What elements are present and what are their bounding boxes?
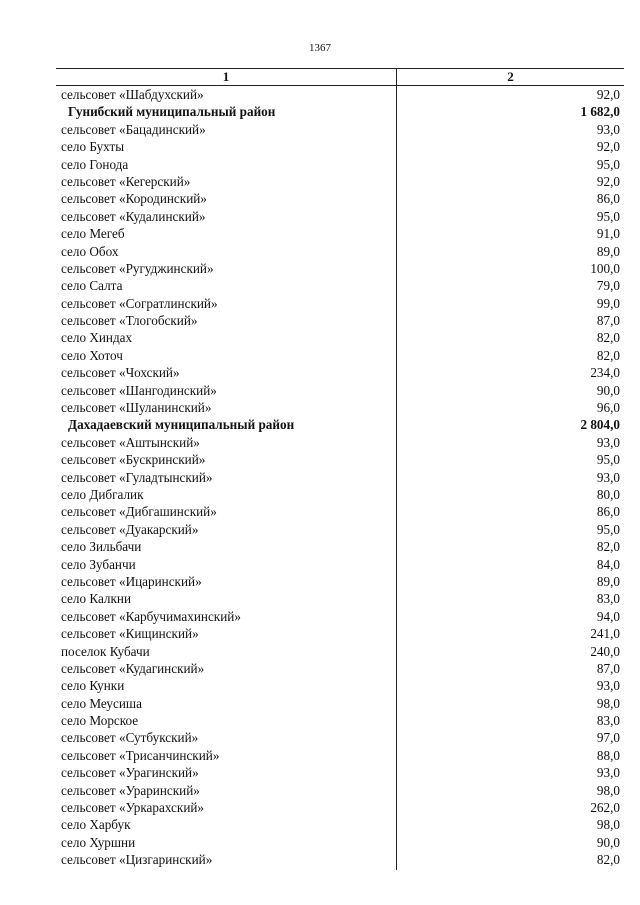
settlement-value: 88,0 — [596, 747, 620, 763]
settlement-name: сельсовет «Урагинский» — [61, 765, 199, 781]
settlement-name: сельсовет «Уркарахский» — [61, 800, 205, 816]
settlement-value: 98,0 — [596, 817, 620, 833]
settlement-name: село Салта — [61, 278, 123, 294]
settlement-name: сельсовет «Согратлинский» — [61, 295, 218, 311]
settlement-name: сельсовет «Гуладтынский» — [61, 469, 213, 485]
settlement-value: 90,0 — [596, 834, 620, 850]
table-row — [56, 173, 624, 190]
settlement-name: сельсовет «Ицаринский» — [61, 573, 202, 589]
table-row — [56, 277, 624, 294]
table-row — [56, 86, 624, 103]
settlement-name: сельсовет «Аштынский» — [61, 434, 200, 450]
settlement-value: 83,0 — [596, 713, 620, 729]
settlement-name: сельсовет «Бацадинский» — [61, 121, 206, 137]
settlement-value: 86,0 — [596, 191, 620, 207]
settlement-name: сельсовет «Кудагинский» — [61, 660, 205, 676]
column-header-2: 2 — [507, 69, 514, 84]
table-row — [56, 503, 624, 520]
settlement-value: 2 804,0 — [580, 417, 620, 433]
settlement-name: сельсовет «Шуланинский» — [61, 400, 212, 416]
table-row — [56, 347, 624, 364]
table-row — [56, 747, 624, 764]
table-body — [56, 86, 624, 869]
settlement-value: 82,0 — [596, 852, 620, 868]
column-divider — [396, 86, 397, 870]
column-header-1: 1 — [56, 69, 397, 85]
table-row — [56, 834, 624, 851]
settlement-value: 99,0 — [596, 295, 620, 311]
table-row — [56, 121, 624, 138]
settlement-name: Дахадаевский муниципальный район — [68, 417, 295, 433]
settlement-name: село Мегеб — [61, 226, 125, 242]
table-row — [56, 764, 624, 781]
table-row — [56, 295, 624, 312]
settlement-value: 96,0 — [596, 400, 620, 416]
settlement-value: 97,0 — [596, 730, 620, 746]
table-row — [56, 521, 624, 538]
table-row — [56, 625, 624, 642]
settlement-value: 87,0 — [596, 313, 620, 329]
settlement-value: 98,0 — [596, 782, 620, 798]
table-row — [56, 138, 624, 155]
table-row — [56, 538, 624, 555]
table-row — [56, 556, 624, 573]
settlement-value: 262,0 — [590, 800, 620, 816]
settlement-value: 93,0 — [596, 765, 620, 781]
table-row — [56, 643, 624, 660]
settlement-name: сельсовет «Кищинский» — [61, 626, 199, 642]
settlement-value: 92,0 — [596, 139, 620, 155]
table-row — [56, 469, 624, 486]
settlement-name: село Хиндах — [61, 330, 133, 346]
settlement-name: сельсовет «Шангодинский» — [61, 382, 217, 398]
settlement-value: 98,0 — [596, 695, 620, 711]
settlement-value: 82,0 — [596, 330, 620, 346]
settlement-name: сельсовет «Дуакарский» — [61, 521, 199, 537]
table-row — [56, 312, 624, 329]
table-row — [56, 695, 624, 712]
settlement-value: 79,0 — [596, 278, 620, 294]
settlement-name: сельсовет «Сутбукский» — [61, 730, 199, 746]
table-row — [56, 243, 624, 260]
settlement-value: 83,0 — [596, 591, 620, 607]
settlement-name: село Дибгалик — [61, 486, 144, 502]
settlement-name: село Хоточ — [61, 347, 123, 363]
settlement-value: 82,0 — [596, 539, 620, 555]
settlement-value: 86,0 — [596, 504, 620, 520]
settlement-value: 89,0 — [596, 243, 620, 259]
table-row — [56, 729, 624, 746]
settlement-value: 80,0 — [596, 486, 620, 502]
settlement-name: село Обох — [61, 243, 119, 259]
settlement-name: Гунибский муниципальный район — [68, 104, 276, 120]
settlement-name: село Бухты — [61, 139, 125, 155]
settlement-value: 93,0 — [596, 434, 620, 450]
settlement-value: 84,0 — [596, 556, 620, 572]
settlement-name: сельсовет «Чохский» — [61, 365, 180, 381]
settlement-name: сельсовет «Кудалинский» — [61, 208, 206, 224]
settlement-value: 92,0 — [596, 173, 620, 189]
settlement-name: сельсовет «Цизгаринский» — [61, 852, 213, 868]
settlement-value: 93,0 — [596, 121, 620, 137]
settlement-value: 82,0 — [596, 347, 620, 363]
settlement-name: сельсовет «Кегерский» — [61, 173, 191, 189]
district-total-row — [56, 103, 624, 120]
settlement-name: сельсовет «Карбучимахинский» — [61, 608, 241, 624]
table-row — [56, 434, 624, 451]
settlement-name: село Зильбачи — [61, 539, 142, 555]
table-row — [56, 399, 624, 416]
table-row — [56, 260, 624, 277]
table-row — [56, 225, 624, 242]
settlement-value: 95,0 — [596, 452, 620, 468]
settlement-value: 240,0 — [590, 643, 620, 659]
table-row — [56, 660, 624, 677]
table-row — [56, 208, 624, 225]
settlement-name: сельсовет «Тлогобский» — [61, 313, 198, 329]
settlement-name: село Меусиша — [61, 695, 142, 711]
settlement-name: сельсовет «Кородинский» — [61, 191, 207, 207]
settlement-name: сельсовет «Ругуджинский» — [61, 260, 214, 276]
settlement-value: 241,0 — [590, 626, 620, 642]
settlement-value: 234,0 — [590, 365, 620, 381]
settlement-name: село Зубанчи — [61, 556, 136, 572]
table-row — [56, 799, 624, 816]
settlement-value: 91,0 — [596, 226, 620, 242]
settlement-name: поселок Кубачи — [61, 643, 150, 659]
table-row — [56, 851, 624, 868]
table-row — [56, 782, 624, 799]
settlement-name: село Харбук — [61, 817, 131, 833]
table-row — [56, 816, 624, 833]
settlement-name: сельсовет «Дибгашинский» — [61, 504, 217, 520]
settlement-value: 95,0 — [596, 521, 620, 537]
settlement-value: 1 682,0 — [580, 104, 620, 120]
table-row — [56, 677, 624, 694]
settlement-value: 93,0 — [596, 469, 620, 485]
settlement-name: село Гонода — [61, 156, 129, 172]
settlement-name: село Кунки — [61, 678, 125, 694]
table-row — [56, 486, 624, 503]
settlement-name: сельсовет «Бускринский» — [61, 452, 206, 468]
table-row — [56, 608, 624, 625]
data-table — [56, 68, 624, 869]
settlement-name: село Морское — [61, 713, 139, 729]
settlement-name: село Хуршни — [61, 834, 136, 850]
table-header — [56, 68, 624, 86]
settlement-value: 90,0 — [596, 382, 620, 398]
settlement-value: 87,0 — [596, 660, 620, 676]
settlement-name: сельсовет «Ураринский» — [61, 782, 200, 798]
settlement-value: 95,0 — [596, 208, 620, 224]
settlement-value: 95,0 — [596, 156, 620, 172]
table-row — [56, 573, 624, 590]
page-number: 1367 — [309, 42, 331, 54]
table-row — [56, 712, 624, 729]
settlement-name: сельсовет «Трисанчинский» — [61, 747, 220, 763]
settlement-name: село Калкни — [61, 591, 132, 607]
settlement-value: 94,0 — [596, 608, 620, 624]
settlement-value: 100,0 — [590, 260, 620, 276]
settlement-value: 93,0 — [596, 678, 620, 694]
table-row — [56, 329, 624, 346]
table-row — [56, 382, 624, 399]
table-row — [56, 590, 624, 607]
table-row — [56, 364, 624, 381]
table-row — [56, 190, 624, 207]
settlement-name: сельсовет «Шабдухский» — [61, 87, 204, 102]
settlement-value: 92,0 — [596, 87, 620, 102]
table-row — [56, 451, 624, 468]
table-row — [56, 156, 624, 173]
district-total-row — [56, 416, 624, 433]
settlement-value: 89,0 — [596, 573, 620, 589]
